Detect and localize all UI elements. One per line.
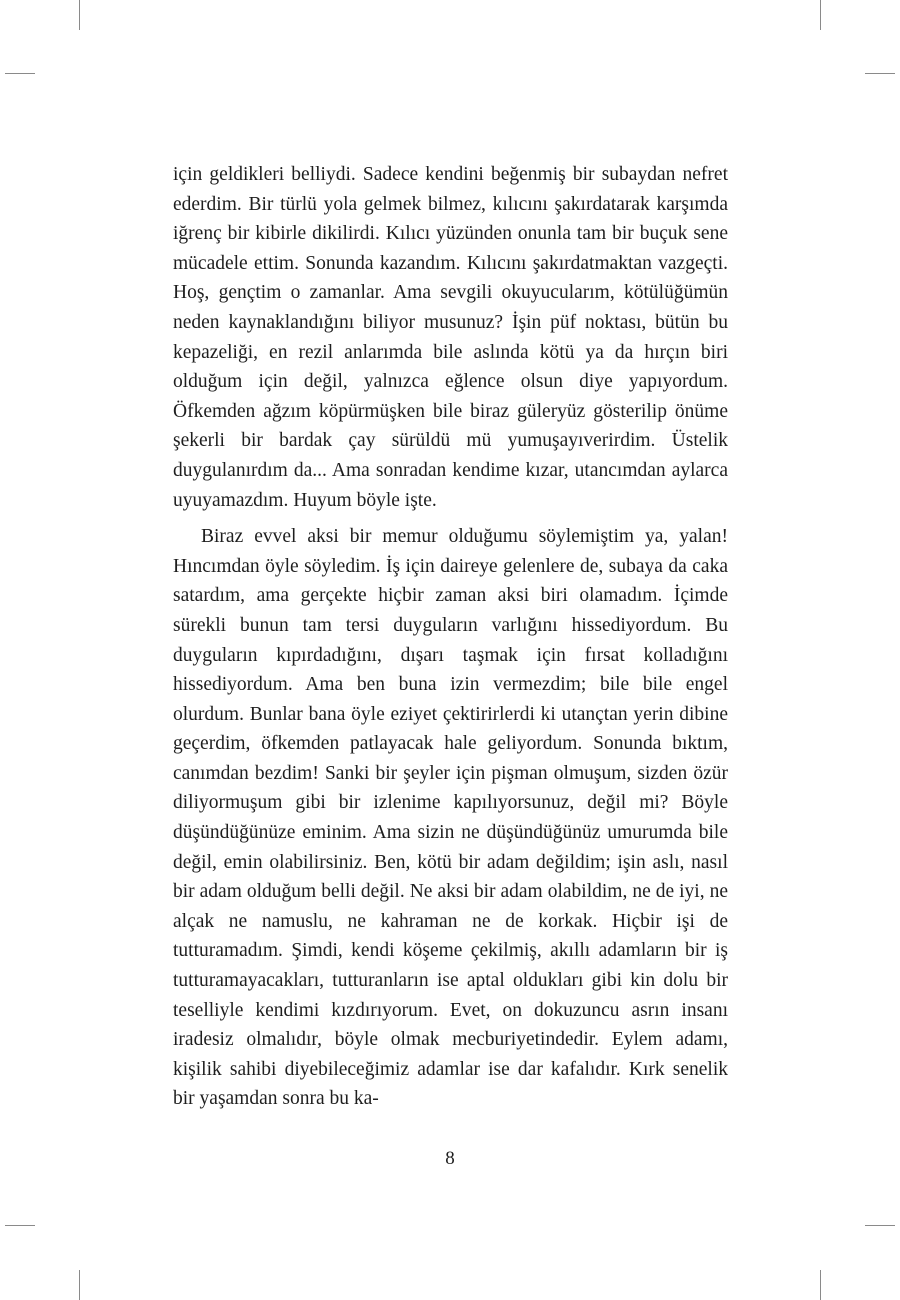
paragraph: için geldikleri belliydi. Sadece kendini beğenmiş bir subaydan nefret ederdim. Bir türlü yola gelmek bilmez, kılıcını şakırdatarak karşımda iğrenç bir kibirle dikilirdi. Kılıcı yüzünden onunla tam bir buçuk sene mücadele ettim. Sonunda kazandım. Kılıcını şakırdatmaktan vazgeçti. Hoş, gençtim o zamanlar. Ama sevgili okuyucularım, kötülüğümün neden kaynaklandığını biliyor musunuz? İşin püf noktası, bütün bu kepazeliği, en rezil anlarımda bile aslında kötü ya da hırçın biri olduğum için değil, yalnızca eğlence olsun diye yapıyordum. Öfkemden ağzım köpürmüşken bile biraz güleryüz gösterilip önüme şekerli bir bardak çay sürüldü mü yumuşayıverirdim. Üstelik duygulanırdım da... Ama sonradan kendime kızar, utancımdan aylarca uyuyamazdım. Huyum böyle işte. — [173, 164, 728, 511]
page-number: 8 — [445, 1148, 455, 1169]
crop-mark-top-right-horizontal — [865, 73, 895, 74]
crop-mark-top-right-vertical — [820, 0, 821, 30]
crop-mark-bottom-right-vertical — [820, 1270, 821, 1300]
body-text — [173, 160, 728, 1114]
crop-mark-bottom-right-horizontal — [865, 1225, 895, 1226]
crop-mark-top-left-vertical — [79, 0, 80, 30]
crop-mark-bottom-left-vertical — [79, 1270, 80, 1300]
crop-mark-top-left-horizontal — [5, 73, 35, 74]
paragraph: Biraz evvel aksi bir memur olduğumu söylemiştim ya, yalan! Hıncımdan öyle söyledim. İş için daireye gelenlere de, subaya da caka satardım, ama gerçekte hiçbir zaman aksi biri olamadım. İçimde sürekli bunun tam tersi duyguların varlığını hissediyordum. Bu duyguların kıpırdadığını, dışarı taşmak için fırsat kolladığını hissediyordum. Ama ben buna izin vermezdim; bile bile engel olurdum. Bunlar bana öyle eziyet çektirirlerdi ki utançtan yerin dibine geçerdim, öfkemden patlayacak hale geliyordum. Sonunda bıktım, canımdan bezdim! Sanki bir şeyler için pişman olmuşum, sizden özür diliyormuşum gibi bir izlenime kapılıyorsunuz, değil mi? Böyle düşündüğünüze eminim. Ama sizin ne düşündüğünüz umurumda bile değil, emin olabilirsiniz. Ben, kötü bir adam değildim; işin aslı, nasıl bir adam olduğum belli değil. Ne aksi bir adam olabildim, ne de iyi, ne alçak ne namuslu, ne kahraman ne de korkak. Hiçbir işi de tutturamadım. Şimdi, kendi köşeme çekilmiş, akıllı adamların bir iş tutturamayacakları, tutturanların ise aptal oldukları gibi kin dolu bir teselliyle kendimi kızdırıyorum. Evet, on dokuzuncu asrın insanı iradesiz olmalıdır, böyle olmak mecburiyetindedir. Eylem adamı, kişilik sahibi diyebileceğimiz adamlar ise dar kafalıdır. Kırk senelik bir yaşamdan sonra bu ka- — [173, 526, 728, 1110]
crop-mark-bottom-left-horizontal — [5, 1225, 35, 1226]
